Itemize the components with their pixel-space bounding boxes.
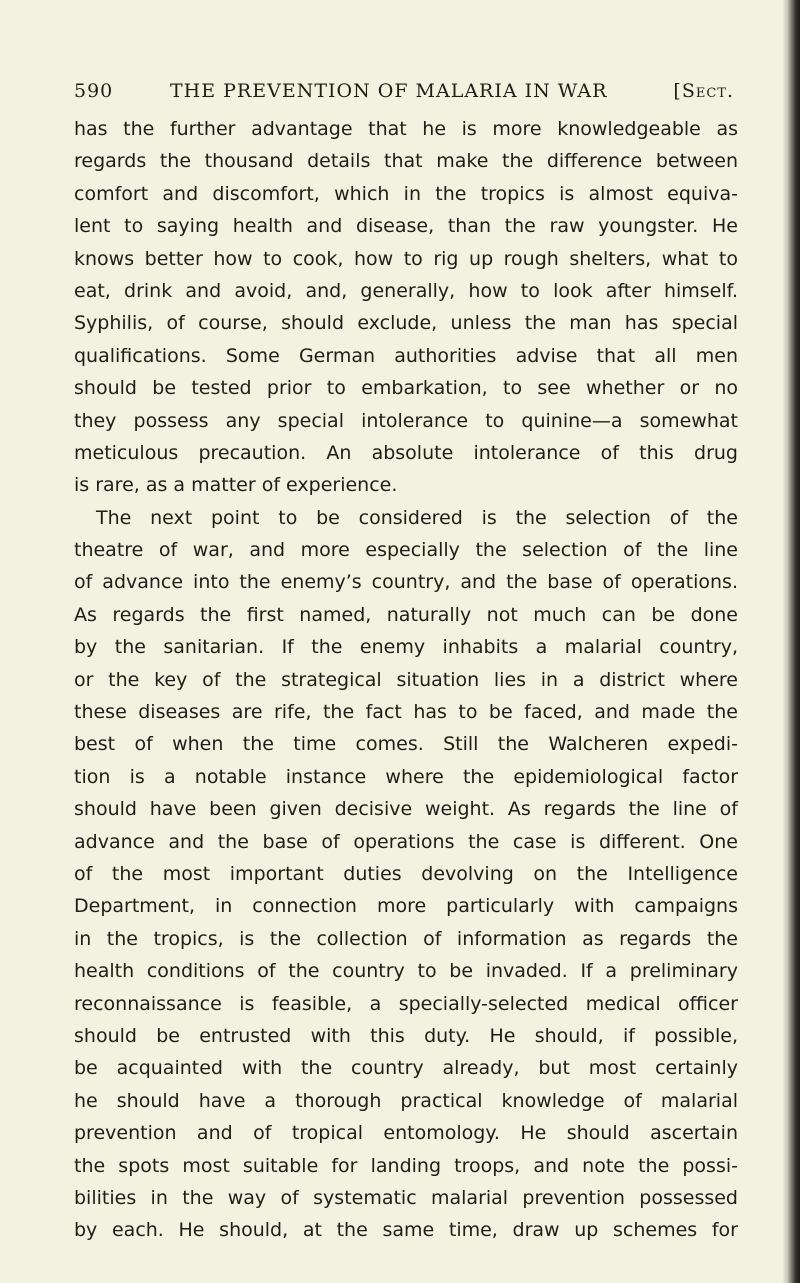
text-line: lent to saying health and disease, than the raw youngster. He	[74, 215, 738, 238]
text-line: in the tropics, is the collection of information as regards the	[74, 927, 738, 950]
text-line: these diseases are rife, the fact has to be faced, and made the	[74, 701, 738, 724]
text-line: the spots most suitable for landing troops, and note the possi-	[74, 1154, 738, 1177]
text-line: tion is a notable instance where the epidemiological factor	[74, 765, 738, 788]
page-edge-shadow	[782, 0, 800, 1283]
text-line: be acquainted with the country already, but most certainly	[74, 1057, 738, 1080]
text-line: should be tested prior to embarkation, to see whether or no	[74, 377, 738, 400]
text-line: bilities in the way of systematic malarial prevention possessed	[74, 1186, 738, 1209]
running-title: THE PREVENTION OF MALARIA IN WAR	[170, 80, 608, 102]
text-line: comfort and discomfort, which in the tropics is almost equiva-	[74, 182, 738, 205]
text-line: is rare, as a matter of experience.	[74, 474, 398, 497]
text-line: he should have a thorough practical knowledge of malarial	[74, 1089, 738, 1112]
text-line: reconnaissance is feasible, a specially-selected medical officer	[74, 992, 738, 1015]
text-line: or the key of the strategical situation lies in a district where	[74, 668, 738, 691]
text-line: should have been given decisive weight. As regards the line of	[74, 798, 738, 821]
text-line: they possess any special intolerance to quinine—a somewhat	[74, 409, 738, 432]
text-line: meticulous precaution. An absolute intolerance of this drug	[74, 441, 738, 464]
text-line: of advance into the enemy’s country, and the base of operations.	[74, 571, 738, 594]
running-header	[74, 76, 734, 106]
text-line: regards the thousand details that make the difference between	[74, 150, 738, 173]
text-line: As regards the first named, naturally not much can be done	[74, 603, 738, 626]
text-line: theatre of war, and more especially the selection of the line	[74, 539, 738, 562]
text-line: by the sanitarian. If the enemy inhabits a malarial country,	[74, 636, 738, 659]
text-line: has the further advantage that he is more knowledgeable as	[74, 118, 738, 140]
text-line: best of when the time comes. Still the Walcheren expedi-	[74, 733, 738, 756]
text-line: Syphilis, of course, should exclude, unless the man has special	[74, 312, 738, 335]
text-line: by each. He should, at the same time, draw up schemes for	[74, 1219, 738, 1242]
text-line: Department, in connection more particularly with campaigns	[74, 895, 738, 918]
body-text	[74, 113, 738, 1247]
running-section: [Sect.	[673, 80, 734, 102]
paragraph-first-line: The next point to be considered is the selection of the	[96, 506, 738, 529]
text-line: should be entrusted with this duty. He should, if possible,	[74, 1024, 738, 1047]
page-number: 590	[74, 80, 114, 102]
text-line: eat, drink and avoid, and, generally, how to look after himself.	[74, 279, 738, 302]
text-line: health conditions of the country to be invaded. If a preliminary	[74, 960, 738, 983]
text-line: prevention and of tropical entomology. He should ascertain	[74, 1122, 738, 1145]
text-line: qualifications. Some German authorities advise that all men	[74, 344, 738, 367]
text-line: knows better how to cook, how to rig up rough shelters, what to	[74, 247, 738, 270]
text-line: of the most important duties devolving on the Intelligence	[74, 862, 738, 885]
text-line: advance and the base of operations the case is different. One	[74, 830, 738, 853]
